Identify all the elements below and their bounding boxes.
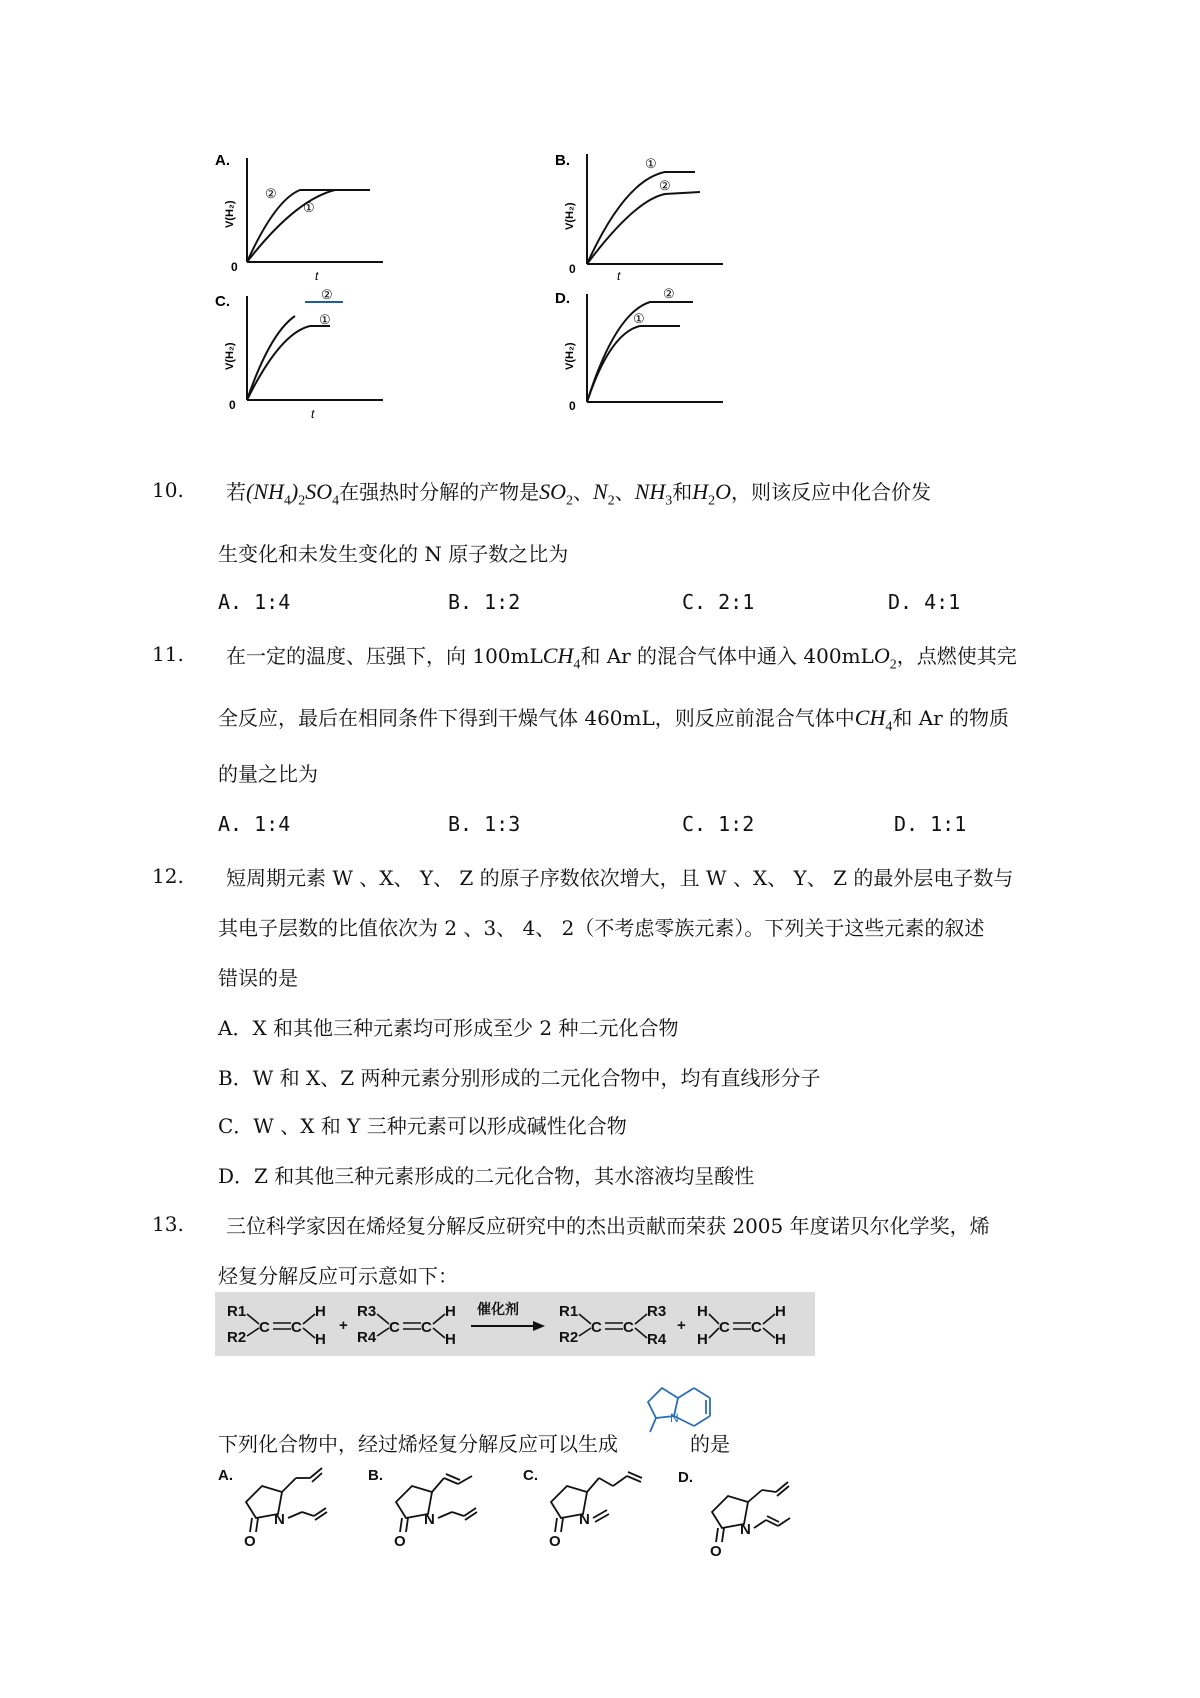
svg-text:②: ②	[265, 186, 277, 201]
svg-text:R1: R1	[227, 1303, 247, 1320]
svg-text:R1: R1	[559, 1303, 579, 1320]
svg-text:0: 0	[229, 398, 236, 412]
svg-text:R4: R4	[647, 1331, 667, 1348]
graph-b	[555, 150, 895, 285]
q12-option-d[interactable]: D．Z 和其他三种元素形成的二元化合物，其水溶液均呈酸性	[218, 1164, 755, 1188]
svg-text:t: t	[311, 407, 315, 421]
svg-text:R2: R2	[559, 1329, 579, 1346]
q10-option-b[interactable]: B. 1:2	[448, 590, 521, 614]
question-12-line1: 短周期元素 W 、X、 Y、 Z 的原子序数依次增大，且 W 、X、 Y、 Z 的最外层电子数与	[226, 866, 1014, 890]
svg-text:C: C	[751, 1319, 762, 1336]
svg-text:C: C	[421, 1319, 432, 1336]
svg-text:D.: D.	[555, 290, 570, 307]
svg-text:N: N	[579, 1511, 590, 1528]
svg-text:C.: C.	[215, 293, 230, 310]
svg-text:R2: R2	[227, 1329, 247, 1346]
svg-text:V(H₂): V(H₂)	[564, 342, 576, 370]
svg-text:C: C	[259, 1319, 270, 1336]
graph-b-svg	[555, 150, 895, 285]
question-12-line3: 错误的是	[218, 966, 298, 990]
q13-option-b[interactable]	[368, 1467, 477, 1550]
svg-text:V(H₂): V(H₂)	[224, 200, 236, 228]
svg-text:A.: A.	[218, 1467, 233, 1484]
question-13-prompt: 下列化合物中，经过烯烃复分解反应可以生成 的是	[218, 1432, 730, 1456]
question-10-number: 10.	[152, 478, 184, 502]
svg-text:0: 0	[569, 399, 576, 413]
svg-text:②: ②	[321, 288, 333, 302]
svg-text:N: N	[274, 1511, 285, 1528]
svg-text:H: H	[775, 1331, 786, 1348]
svg-text:D.: D.	[678, 1469, 693, 1486]
target-bicyclic-structure	[638, 1370, 728, 1456]
svg-text:t: t	[315, 269, 319, 283]
question-13-line2: 烃复分解反应可示意如下：	[218, 1264, 458, 1288]
svg-text:①: ①	[319, 312, 331, 327]
graph-c	[215, 288, 555, 423]
svg-text:O: O	[394, 1533, 406, 1550]
question-13-line1: 三位科学家因在烯烃复分解反应研究中的杰出贡献而荣获 2005 年度诺贝尔化学奖，烯	[226, 1214, 990, 1238]
svg-text:H: H	[445, 1303, 456, 1320]
svg-text:C: C	[719, 1319, 730, 1336]
q11-option-c[interactable]: C. 1:2	[682, 812, 755, 836]
svg-text:N: N	[424, 1511, 435, 1528]
svg-text:N: N	[670, 1411, 679, 1425]
question-11-line3: 的量之比为	[218, 762, 318, 786]
svg-text:R3: R3	[647, 1303, 667, 1320]
svg-text:C: C	[623, 1319, 634, 1336]
svg-text:H: H	[445, 1331, 456, 1348]
svg-text:R4: R4	[357, 1329, 377, 1346]
svg-text:O: O	[244, 1533, 256, 1550]
svg-text:②: ②	[663, 288, 675, 301]
q12-option-b[interactable]: B．W 和 X、Z 两种元素分别形成的二元化合物中，均有直线形分子	[218, 1066, 821, 1090]
q13-option-a[interactable]	[218, 1467, 327, 1550]
reaction-svg	[215, 1292, 815, 1356]
svg-text:H: H	[697, 1303, 708, 1320]
q10-option-a[interactable]: A. 1:4	[218, 590, 291, 614]
question-10-line2: 生变化和未发生变化的 N 原子数之比为	[218, 542, 569, 566]
svg-text:C: C	[291, 1319, 302, 1336]
question-13-number: 13.	[152, 1212, 184, 1236]
svg-text:C.: C.	[523, 1467, 538, 1484]
svg-text:C: C	[389, 1319, 400, 1336]
q13-options-svg	[218, 1462, 858, 1558]
svg-text:t: t	[617, 269, 621, 283]
q13-option-d[interactable]	[678, 1469, 790, 1558]
question-12-number: 12.	[152, 864, 184, 888]
graph-d	[555, 288, 895, 423]
svg-text:B.: B.	[555, 152, 570, 169]
question-11-line2: 全反应，最后在相同条件下得到干燥气体 460mL，则反应前混合气体中$CH_4$和 Ar 的物质	[218, 705, 1010, 735]
q10-option-d[interactable]: D. 4:1	[888, 590, 961, 614]
q11-option-a[interactable]: A. 1:4	[218, 812, 291, 836]
svg-text:R3: R3	[357, 1303, 377, 1320]
svg-text:C: C	[591, 1319, 602, 1336]
svg-text:N: N	[740, 1521, 751, 1538]
svg-text:H: H	[775, 1303, 786, 1320]
svg-text:0: 0	[569, 262, 576, 276]
formula-nh4-2-so4: $(NH_4)_2SO_4$	[246, 479, 340, 509]
svg-text:H: H	[315, 1331, 326, 1348]
svg-text:V(H₂): V(H₂)	[224, 342, 236, 370]
svg-text:0: 0	[231, 260, 238, 274]
svg-text:催化剂: 催化剂	[477, 1301, 519, 1317]
svg-text:+: +	[339, 1317, 348, 1334]
svg-text:O: O	[549, 1533, 561, 1550]
question-10-line1: 若$(NH_4)_2SO_4$在强热时分解的产物是$SO_2$、$N_2$、$NH_3$和$H_2O$，则该反应中化合价发	[226, 479, 932, 509]
q12-option-c[interactable]: C．W 、X 和 Y 三种元素可以形成碱性化合物	[218, 1114, 627, 1138]
q13-option-c[interactable]	[523, 1467, 642, 1550]
question-11-line1: 在一定的温度、压强下，向 100mLCH$_4$和 Ar 的混合气体中通入 400mLO$_2$，点燃使其完	[226, 643, 1017, 673]
q11-option-d[interactable]: D. 1:1	[894, 812, 967, 836]
svg-text:+: +	[677, 1317, 686, 1334]
svg-text:V(H₂): V(H₂)	[564, 202, 576, 230]
q11-option-b[interactable]: B. 1:3	[448, 812, 521, 836]
question-12-line2: 其电子层数的比值依次为 2 、3、 4、 2（不考虑零族元素）。下列关于这些元素的叙述	[218, 916, 985, 940]
metathesis-reaction-scheme	[215, 1292, 815, 1356]
q13-options-row	[218, 1462, 858, 1558]
graph-d-svg	[555, 288, 895, 423]
svg-text:②: ②	[659, 178, 671, 193]
svg-text:①: ①	[303, 200, 315, 215]
svg-text:B.: B.	[368, 1467, 383, 1484]
svg-text:H: H	[697, 1331, 708, 1348]
graph-a-letter: A.	[215, 152, 230, 169]
target-structure-svg	[638, 1370, 728, 1452]
graph-a	[215, 150, 555, 285]
graph-a-svg	[215, 150, 555, 285]
q12-option-a[interactable]: A．X 和其他三种元素均可形成至少 2 种二元化合物	[218, 1016, 679, 1040]
svg-text:H: H	[315, 1303, 326, 1320]
svg-text:O: O	[710, 1543, 722, 1558]
q10-option-c[interactable]: C. 2:1	[682, 590, 755, 614]
graph-c-svg	[215, 288, 555, 423]
svg-text:①: ①	[645, 156, 657, 171]
svg-text:①: ①	[633, 311, 645, 326]
question-11-number: 11.	[152, 642, 184, 666]
